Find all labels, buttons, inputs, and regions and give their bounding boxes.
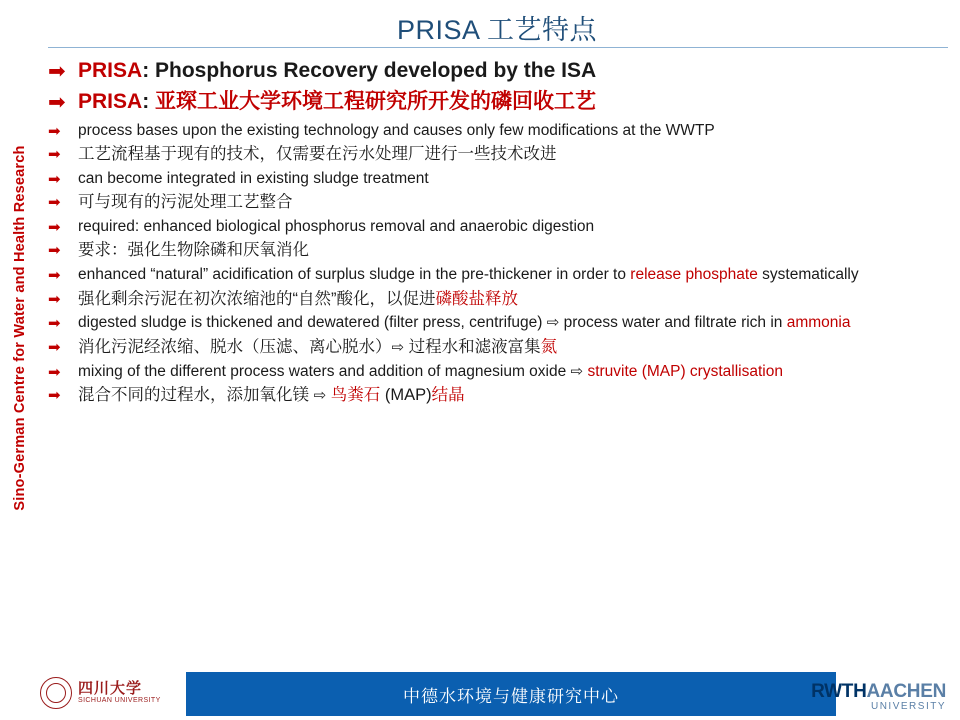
hand-arrow-icon: ⇨ <box>570 362 584 380</box>
arrow-bullet-icon: ➡ <box>48 219 61 237</box>
bullet-text <box>78 191 948 214</box>
bullet-item <box>48 288 948 311</box>
bullet-item <box>48 312 948 334</box>
seal-icon <box>40 677 72 709</box>
arrow-bullet-icon: ➡ <box>48 290 61 308</box>
bullet-text <box>78 89 948 116</box>
text-run: 混合不同的过程水，添加氧化镁 <box>78 386 314 405</box>
rwth-bold: RWTH <box>811 680 867 702</box>
bullet-item <box>48 384 948 407</box>
left-side-band <box>0 0 34 720</box>
text-run: : <box>142 89 156 113</box>
arrow-bullet-icon: ➡ <box>48 315 61 333</box>
text-run: 可与现有的污泥处理工艺整合 <box>78 193 293 212</box>
footer-center-text: 中德水环境与健康研究中心 <box>403 686 619 706</box>
text-run: : <box>142 59 156 82</box>
text-run: 工艺流程基于现有的技术，仅需要在污水处理厂进行一些技术改进 <box>78 145 557 164</box>
bullet-item <box>48 191 948 214</box>
bullet-text <box>78 384 948 407</box>
rwth-light: AACHEN <box>866 680 946 702</box>
sichuan-university-logo <box>40 672 180 714</box>
bullet-text <box>78 120 948 141</box>
bullet-text <box>78 239 948 262</box>
text-run: digested sludge is thickened and dewatered (filter press, centrifuge) <box>78 314 547 332</box>
bullet-item <box>48 143 948 166</box>
text-run: PRISA <box>78 89 143 113</box>
text-run: required: enhanced biological phosphorus removal and anaerobic digestion <box>78 218 595 236</box>
text-run: process water and filtrate rich in <box>559 314 787 332</box>
bullet-text <box>78 216 948 237</box>
text-run: 氮 <box>540 338 558 356</box>
footer-banner <box>186 672 836 716</box>
scu-name-en: SICHUAN UNIVERSITY <box>78 697 161 705</box>
text-run: 结晶 <box>431 386 465 405</box>
arrow-bullet-icon: ➡ <box>48 363 61 381</box>
text-run: struvite (MAP) crystallisation <box>587 362 783 380</box>
bullet-item <box>48 336 948 359</box>
text-run: 消化污泥经浓缩、脱水（压滤、离心脱水） <box>78 338 392 356</box>
bullet-item <box>48 120 948 141</box>
bullet-text <box>78 58 948 85</box>
text-run: enhanced “natural” acidification of surplus sludge in the pre-thickener in order to <box>78 266 631 284</box>
bullet-item <box>48 58 948 85</box>
bullet-list <box>48 58 948 409</box>
bullet-text <box>78 143 948 166</box>
arrow-bullet-icon: ➡ <box>48 387 61 405</box>
text-run: can become integrated in existing sludge treatment <box>78 169 429 187</box>
text-run: 强化剩余污泥在初次浓缩池的“自然”酸化，以促进 <box>78 289 436 308</box>
scu-name-cn: 四川大学 <box>78 679 143 697</box>
bullet-item <box>48 239 948 262</box>
bullet-text <box>78 312 948 334</box>
bullet-text <box>78 361 948 383</box>
text-run: PRISA <box>78 59 143 82</box>
text-run: ammonia <box>786 314 851 332</box>
bullet-text <box>78 264 948 285</box>
hand-arrow-icon: ⇨ <box>546 314 560 332</box>
bullet-text <box>78 288 948 311</box>
text-run: 过程水和滤液富集 <box>404 338 541 356</box>
arrow-bullet-icon: ➡ <box>48 170 61 188</box>
text-run: process bases upon the existing technology and causes only few modifications at the WWTP <box>78 121 715 139</box>
rwth-aachen-logo <box>811 682 946 712</box>
text-run: 亚琛工业大学环境工程研究所开发的磷回收工艺 <box>155 89 597 113</box>
bullet-item <box>48 361 948 383</box>
arrow-bullet-icon: ➡ <box>48 90 66 114</box>
bullet-text <box>78 168 948 189</box>
text-run: release phosphate <box>630 266 758 284</box>
bullet-text <box>78 336 948 359</box>
text-run: (MAP) <box>380 386 432 405</box>
hand-arrow-icon: ⇨ <box>313 387 327 405</box>
title-divider <box>48 47 948 48</box>
page-title: PRISA 工艺特点 <box>396 15 598 45</box>
bullet-item <box>48 264 948 285</box>
arrow-bullet-icon: ➡ <box>48 122 61 140</box>
arrow-bullet-icon: ➡ <box>48 267 61 285</box>
rwth-wordmark <box>811 682 946 702</box>
arrow-bullet-icon: ➡ <box>48 146 61 164</box>
arrow-bullet-icon: ➡ <box>48 194 61 212</box>
bullet-item <box>48 216 948 237</box>
rwth-subtitle: UNIVERSITY <box>870 700 946 712</box>
side-label: Sino-German Centre for Water and Health Research <box>12 145 28 511</box>
text-run: Phosphorus Recovery developed by the ISA <box>155 59 597 82</box>
text-run: 要求：强化生物除磷和厌氧消化 <box>78 241 309 260</box>
text-run: 鸟粪石 <box>330 386 381 405</box>
bullet-item <box>48 89 948 116</box>
arrow-bullet-icon: ➡ <box>48 242 61 260</box>
hand-arrow-icon: ⇨ <box>391 339 405 356</box>
text-run: 磷酸盐释放 <box>435 289 518 308</box>
arrow-bullet-icon: ➡ <box>48 60 66 83</box>
text-run: mixing of the different process waters and addition of magnesium oxide <box>78 362 571 380</box>
bullet-item <box>48 168 948 189</box>
text-run: systematically <box>757 266 859 284</box>
arrow-bullet-icon: ➡ <box>48 339 61 356</box>
